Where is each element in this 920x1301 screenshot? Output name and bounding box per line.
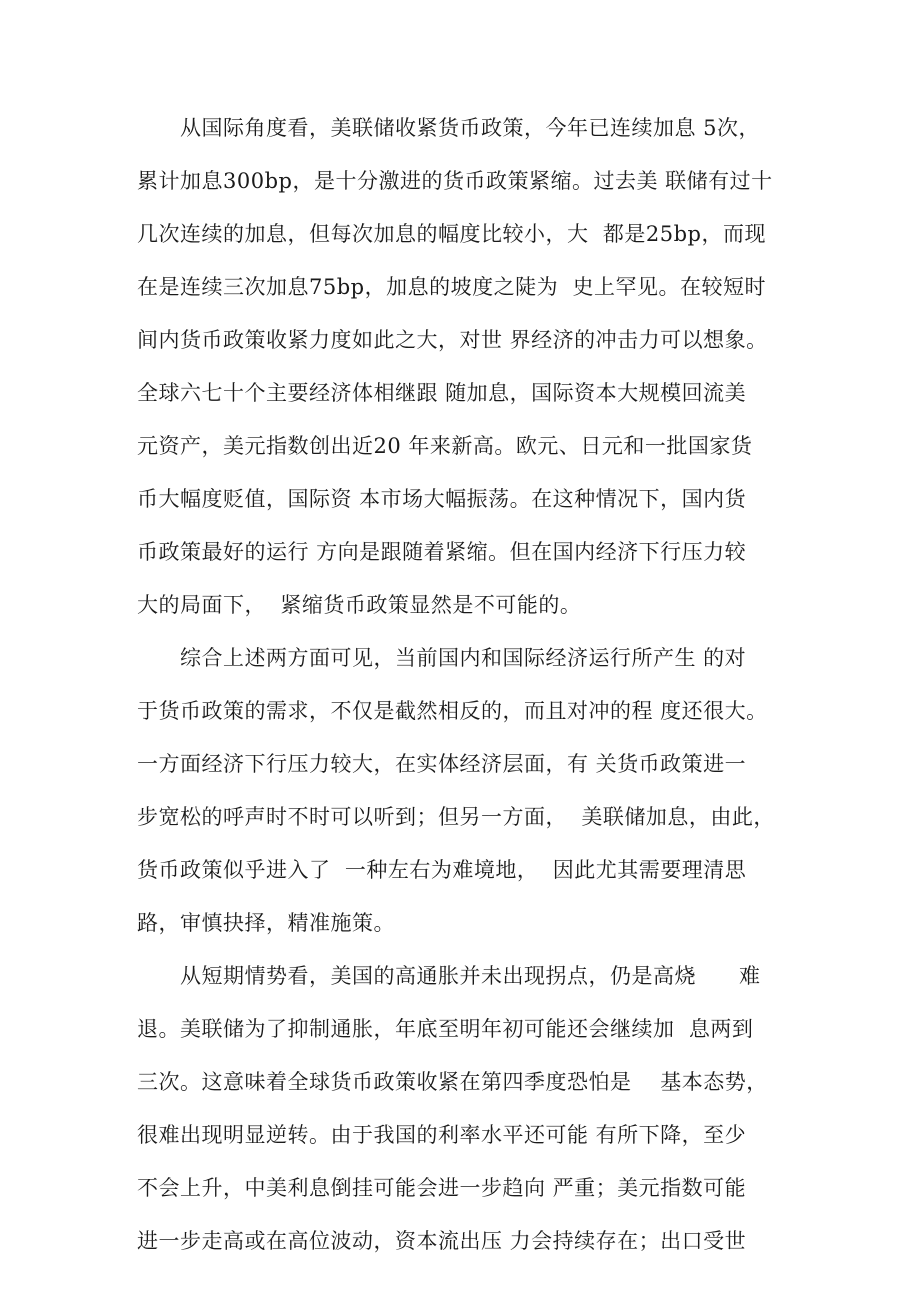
paragraph-2-line-4: 步宽松的呼声时不时可以听到；但另一方面， 美联储加息，由此， xyxy=(137,805,775,829)
paragraph-1-line-4: 在是连续三次加息75bp，加息的坡度之陡为 史上罕见。在较短时 xyxy=(137,275,766,299)
paragraph-1-line-5: 间内货币政策收紧力度如此之大，对世 界经济的冲击力可以想象。 xyxy=(137,328,768,352)
paragraph-1-line-2: 累计加息300bp，是十分激进的货币政策紧缩。过去美 联储有过十 xyxy=(137,169,773,193)
paragraph-1-line-7: 元资产，美元指数创出近20 年来新高。欧元、日元和一批国家货 xyxy=(137,434,753,458)
paragraph-1-line-10: 大的局面下， 紧缩货币政策显然是不可能的。 xyxy=(137,593,582,617)
paragraph-2-line-3: 一方面经济下行压力较大，在实体经济层面，有 关货币政策进一 xyxy=(137,752,747,776)
paragraph-2-line-6: 路，审慎抉择，精准施策。 xyxy=(137,911,395,935)
paragraph-1-line-9: 币政策最好的运行 方向是跟随着紧缩。但在国内经济下行压力较 xyxy=(137,540,747,564)
paragraph-1-line-3: 几次连续的加息，但每次加息的幅度比较小，大 都是25bp，而现 xyxy=(137,222,766,246)
paragraph-3-line-4: 很难出现明显逆转。由于我国的利率水平还可能 有所下降，至少 xyxy=(137,1123,747,1147)
paragraph-1-line-6: 全球六七十个主要经济体相继跟 随加息，国际资本大规模回流美 xyxy=(137,381,747,405)
paragraph-2-line-1: 综合上述两方面可见，当前国内和国际经济运行所产生 的对 xyxy=(137,646,747,670)
paragraph-3-line-5: 不会上升，中美利息倒挂可能会进一步趋向 严重；美元指数可能 xyxy=(137,1176,747,1200)
paragraph-3-line-3: 三次。这意味着全球货币政策收紧在第四季度恐怕是 基本态势， xyxy=(137,1070,768,1094)
paragraph-2-line-2: 于货币政策的需求，不仅是截然相反的，而且对冲的程 度还很大。 xyxy=(137,699,768,723)
paragraph-1-line-8: 币大幅度贬值，国际资 本市场大幅振荡。在这种情况下，国内货 xyxy=(137,487,747,511)
paragraph-3-line-6: 进一步走高或在高位波动，资本流出压 力会持续存在；出口受世 xyxy=(137,1229,747,1253)
paragraph-1-line-1: 从国际角度看，美联储收紧货币政策，今年已连续加息 5次， xyxy=(137,116,761,140)
paragraph-2-line-5: 货币政策似乎进入了 一种左右为难境地， 因此尤其需要理清思 xyxy=(137,858,747,882)
paragraph-3-line-1: 从短期情势看，美国的高通胀并未出现拐点，仍是高烧 难 xyxy=(137,964,761,988)
paragraph-3-line-2: 退。美联储为了抑制通胀，年底至明年初可能还会继续加 息两到 xyxy=(137,1017,754,1041)
